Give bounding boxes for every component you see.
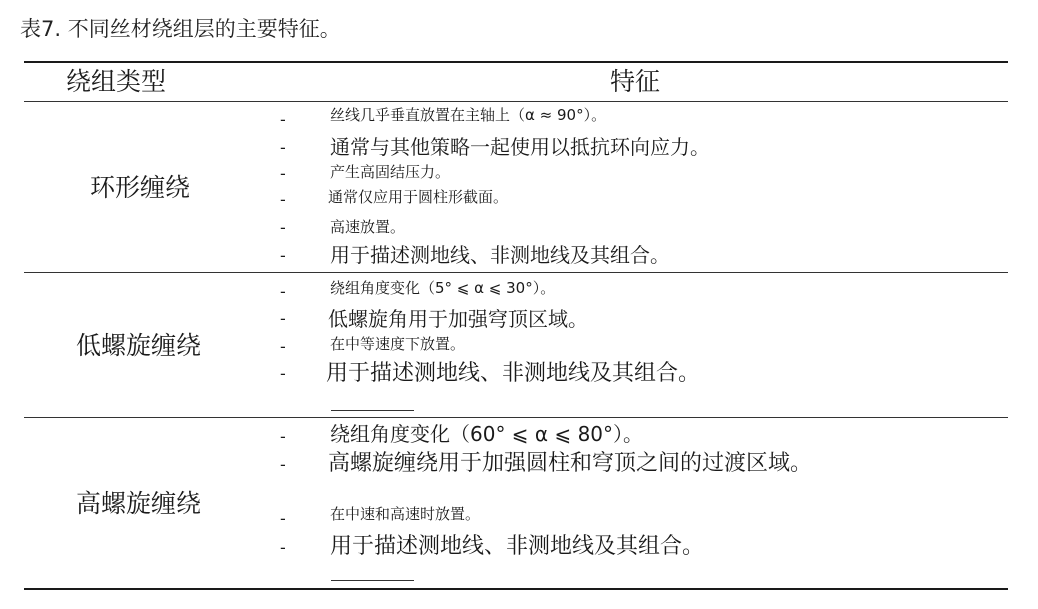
feature-text: 丝线几乎垂直放置在主轴上（α ≈ 90°）。 [330, 106, 607, 124]
header-rule [24, 101, 1008, 102]
bullet-dash: - [280, 218, 286, 237]
feature-text: 用于描述测地线、非测地线及其组合。 [330, 243, 670, 267]
header-type: 绕组类型 [66, 67, 167, 96]
feature-text: 绕组角度变化（5° ⩽ α ⩽ 30°）。 [330, 279, 556, 297]
feature-text: 低螺旋角用于加强穹顶区域。 [328, 307, 588, 331]
feature-text: 绕组角度变化（60° ⩽ α ⩽ 80°）。 [330, 422, 644, 446]
row-type-label: 环形缠绕 [90, 173, 191, 202]
feature-text: 在中等速度下放置。 [330, 335, 466, 353]
feature-text: 通常仅应用于圆柱形截面。 [328, 188, 509, 206]
feature-text: 用于描述测地线、非测地线及其组合。 [326, 361, 701, 386]
bullet-dash: - [280, 509, 286, 528]
bullet-dash: - [280, 309, 286, 328]
bullet-dash: - [280, 364, 286, 383]
bullet-dash: - [280, 110, 286, 129]
feature-text: 产生高固结压力。 [330, 163, 451, 181]
table-top-rule [24, 61, 1008, 63]
header-feature: 特征 [610, 67, 661, 96]
row-type-label: 高螺旋缠绕 [76, 489, 202, 518]
bullet-dash: - [280, 538, 286, 557]
bullet-dash: - [280, 246, 286, 265]
bullet-dash: - [280, 337, 286, 356]
row-divider [24, 272, 1008, 273]
bullet-dash: - [280, 190, 286, 209]
feature-text: 高速放置。 [330, 218, 406, 236]
feature-text: 用于描述测地线、非测地线及其组合。 [330, 534, 705, 559]
short-divider-line [331, 410, 414, 411]
bullet-dash: - [280, 164, 286, 183]
feature-text: 通常与其他策略一起使用以抵抗环向应力。 [330, 135, 710, 159]
row-type-label: 低螺旋缠绕 [76, 331, 202, 360]
table-bottom-rule [24, 588, 1008, 590]
bullet-dash: - [280, 282, 286, 301]
table-caption: 表7. 不同丝材绕组层的主要特征。 [20, 17, 341, 41]
bullet-dash: - [280, 427, 286, 446]
row-divider [24, 417, 1008, 418]
feature-text: 高螺旋缠绕用于加强圆柱和穹顶之间的过渡区域。 [328, 451, 813, 476]
feature-text: 在中速和高速时放置。 [330, 505, 481, 523]
bullet-dash: - [280, 138, 286, 157]
bullet-dash: - [280, 455, 286, 474]
short-divider-line [331, 580, 414, 581]
